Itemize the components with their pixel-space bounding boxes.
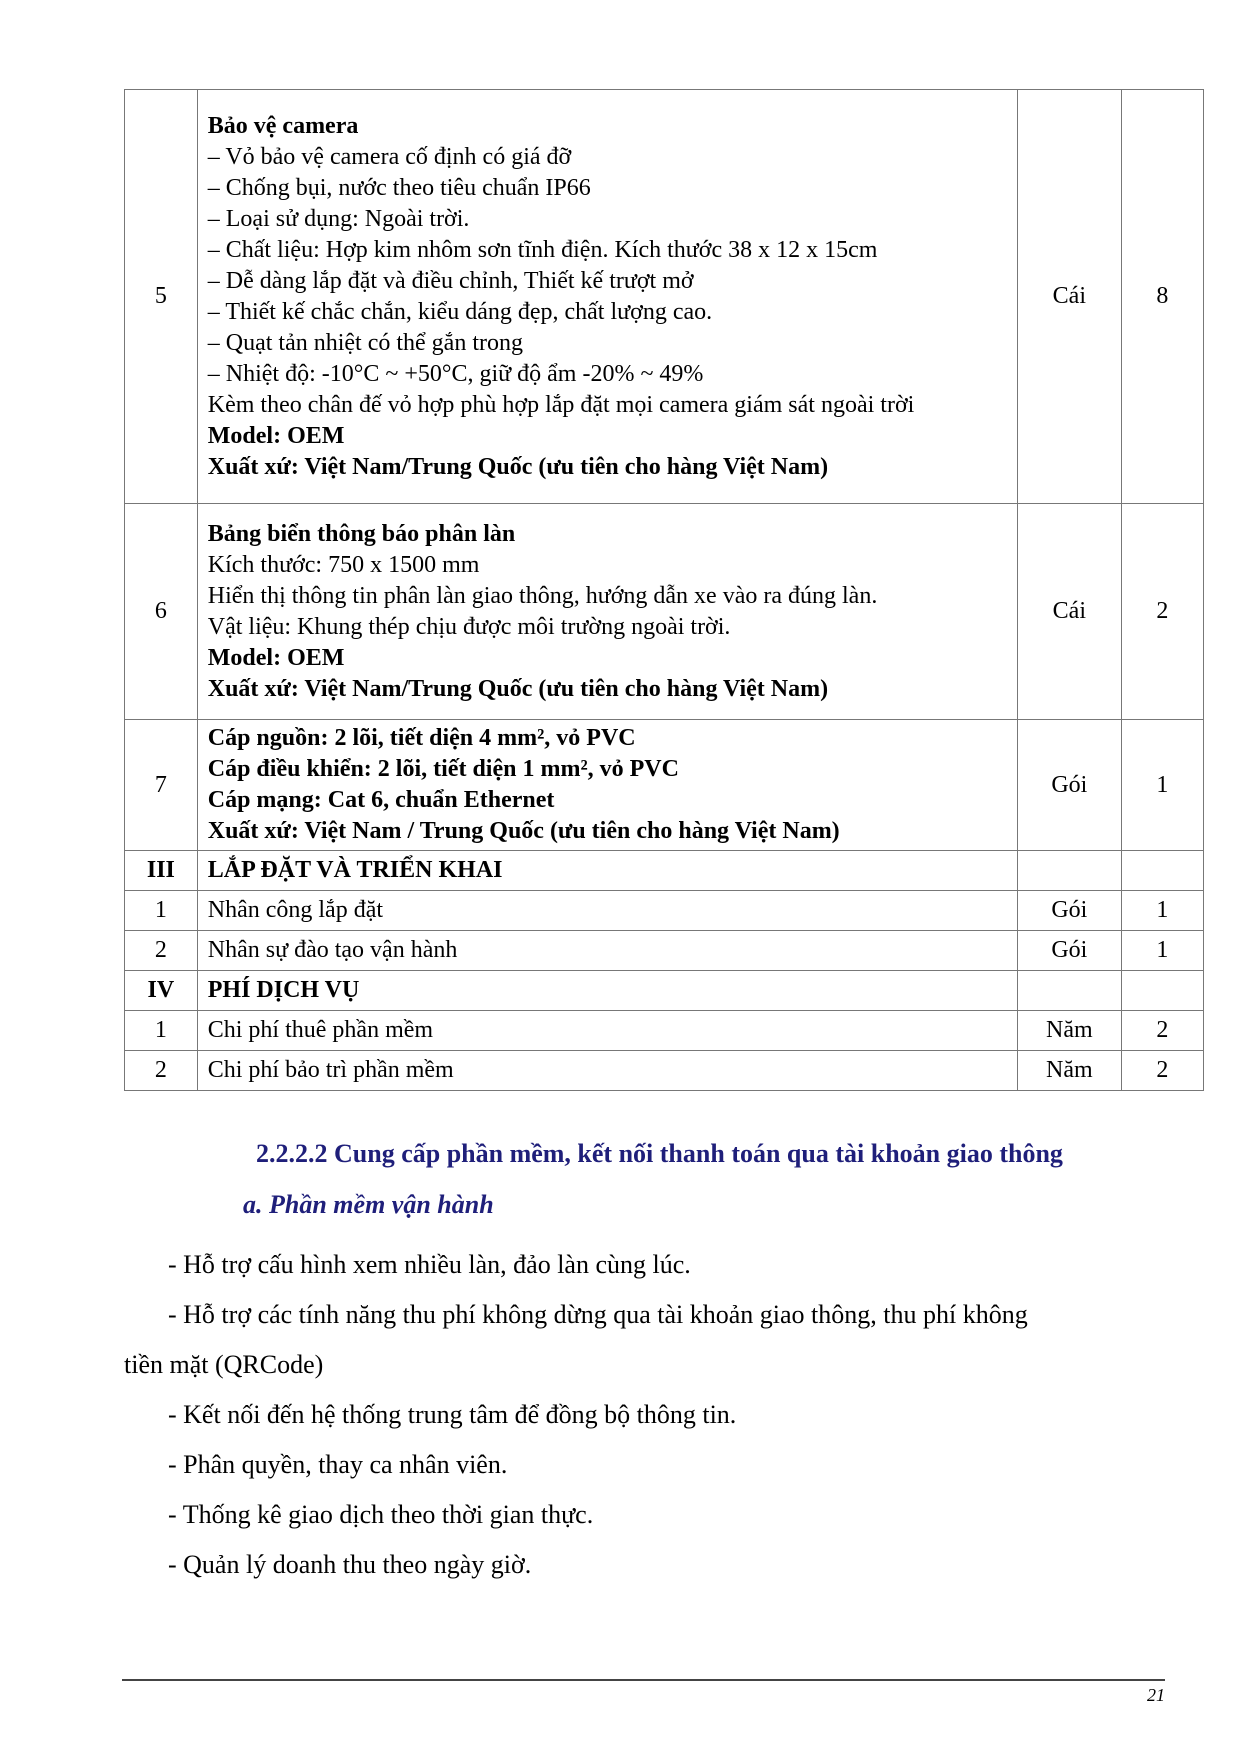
row-description bbox=[197, 720, 1017, 851]
row-unit: Cái bbox=[1018, 504, 1122, 720]
paragraph: - Hỗ trợ cấu hình xem nhiều làn, đảo làn cùng lúc. bbox=[168, 1250, 691, 1279]
empty-cell bbox=[1018, 971, 1122, 1011]
row-number: 7 bbox=[125, 720, 198, 851]
spec-line: Vật liệu: Khung thép chịu được môi trường ngoài trời. bbox=[207, 613, 731, 640]
row-quantity: 1 bbox=[1121, 931, 1203, 971]
row-number: 1 bbox=[125, 1011, 198, 1051]
row-quantity: 2 bbox=[1121, 1051, 1203, 1091]
item-origin: Xuất xứ: Việt Nam/Trung Quốc (ưu tiên cho hàng Việt Nam) bbox=[207, 453, 829, 480]
item-origin: Xuất xứ: Việt Nam/Trung Quốc (ưu tiên cho hàng Việt Nam) bbox=[207, 675, 829, 702]
spec-line: Kèm theo chân đế vỏ hợp phù hợp lắp đặt mọi camera giám sát ngoài trời bbox=[207, 391, 915, 418]
section-heading: 2.2.2.2 Cung cấp phần mềm, kết nối thanh toán qua tài khoản giao thông bbox=[256, 1139, 1063, 1168]
row-number: 2 bbox=[125, 931, 198, 971]
section-number: III bbox=[125, 851, 198, 891]
paragraph: - Phân quyền, thay ca nhân viên. bbox=[168, 1450, 508, 1479]
row-unit: Cái bbox=[1018, 90, 1122, 504]
table-row bbox=[125, 504, 1204, 720]
row-quantity: 1 bbox=[1121, 720, 1203, 851]
row-unit: Gói bbox=[1018, 720, 1122, 851]
row-number: 2 bbox=[125, 1051, 198, 1091]
footer-divider bbox=[122, 1679, 1165, 1681]
table-row bbox=[125, 891, 1204, 931]
row-unit: Năm bbox=[1018, 1051, 1122, 1091]
spec-line: – Quạt tản nhiệt có thể gắn trong bbox=[207, 329, 523, 356]
item-model: Model: OEM bbox=[207, 644, 345, 671]
row-quantity: 2 bbox=[1121, 1011, 1203, 1051]
row-quantity: 2 bbox=[1121, 504, 1203, 720]
table-row bbox=[125, 931, 1204, 971]
section-title: PHÍ DỊCH VỤ bbox=[197, 971, 1017, 1011]
table-row bbox=[125, 720, 1204, 851]
section-title: LẮP ĐẶT VÀ TRIỂN KHAI bbox=[197, 851, 1017, 891]
row-unit: Gói bbox=[1018, 931, 1122, 971]
row-description: Nhân sự đào tạo vận hành bbox=[197, 931, 1017, 971]
table-row bbox=[125, 1011, 1204, 1051]
empty-cell bbox=[1121, 851, 1203, 891]
empty-cell bbox=[1018, 851, 1122, 891]
table-row bbox=[125, 1051, 1204, 1091]
spec-line: – Chất liệu: Hợp kim nhôm sơn tĩnh điện. Kích thước 38 x 12 x 15cm bbox=[207, 236, 878, 263]
paragraph: tiền mặt (QRCode) bbox=[124, 1350, 324, 1379]
row-description: Nhân công lắp đặt bbox=[197, 891, 1017, 931]
row-description bbox=[197, 90, 1017, 504]
item-model: Model: OEM bbox=[207, 422, 345, 449]
paragraph: - Hỗ trợ các tính năng thu phí không dừng qua tài khoản giao thông, thu phí không bbox=[168, 1300, 1028, 1329]
spec-line: – Loại sử dụng: Ngoài trời. bbox=[207, 205, 470, 232]
section-number: IV bbox=[125, 971, 198, 1011]
page-number: 21 bbox=[1147, 1685, 1165, 1705]
row-number: 5 bbox=[125, 90, 198, 504]
row-description: Chi phí bảo trì phần mềm bbox=[197, 1051, 1017, 1091]
item-origin: Xuất xứ: Việt Nam / Trung Quốc (ưu tiên cho hàng Việt Nam) bbox=[207, 818, 840, 844]
spec-line: Cáp nguồn: 2 lõi, tiết diện 4 mm², vỏ PVC bbox=[207, 725, 636, 751]
spec-line: – Chống bụi, nước theo tiêu chuẩn IP66 bbox=[207, 174, 591, 201]
empty-cell bbox=[1121, 971, 1203, 1011]
section-row bbox=[125, 971, 1204, 1011]
spec-line: Cáp mạng: Cat 6, chuẩn Ethernet bbox=[207, 787, 555, 813]
subsection-heading: a. Phần mềm vận hành bbox=[243, 1190, 494, 1219]
section-row bbox=[125, 851, 1204, 891]
row-quantity: 8 bbox=[1121, 90, 1203, 504]
row-quantity: 1 bbox=[1121, 891, 1203, 931]
row-unit: Năm bbox=[1018, 1011, 1122, 1051]
paragraph: - Quản lý doanh thu theo ngày giờ. bbox=[168, 1550, 532, 1579]
spec-line: – Dễ dàng lắp đặt và điều chỉnh, Thiết kế trượt mở bbox=[207, 267, 694, 294]
item-title: Bảng biển thông báo phân làn bbox=[207, 520, 516, 547]
row-description bbox=[197, 504, 1017, 720]
item-title: Bảo vệ camera bbox=[207, 112, 359, 139]
equipment-table bbox=[124, 89, 1204, 1091]
spec-line: Hiển thị thông tin phân làn giao thông, hướng dẫn xe vào ra đúng làn. bbox=[207, 582, 878, 609]
spec-line: – Vỏ bảo vệ camera cố định có giá đỡ bbox=[207, 143, 572, 170]
paragraph: - Kết nối đến hệ thống trung tâm để đồng bộ thông tin. bbox=[168, 1400, 737, 1429]
paragraph: - Thống kê giao dịch theo thời gian thực. bbox=[168, 1500, 594, 1529]
spec-line: – Nhiệt độ: -10°C ~ +50°C, giữ độ ẩm -20% ~ 49% bbox=[207, 360, 704, 387]
spec-line: – Thiết kế chắc chắn, kiểu dáng đẹp, chất lượng cao. bbox=[207, 298, 713, 325]
spec-line: Kích thước: 750 x 1500 mm bbox=[207, 551, 480, 578]
row-number: 6 bbox=[125, 504, 198, 720]
spec-line: Cáp điều khiển: 2 lõi, tiết diện 1 mm², vỏ PVC bbox=[207, 756, 679, 782]
row-number: 1 bbox=[125, 891, 198, 931]
row-unit: Gói bbox=[1018, 891, 1122, 931]
row-description: Chi phí thuê phần mềm bbox=[197, 1011, 1017, 1051]
table-row bbox=[125, 90, 1204, 504]
